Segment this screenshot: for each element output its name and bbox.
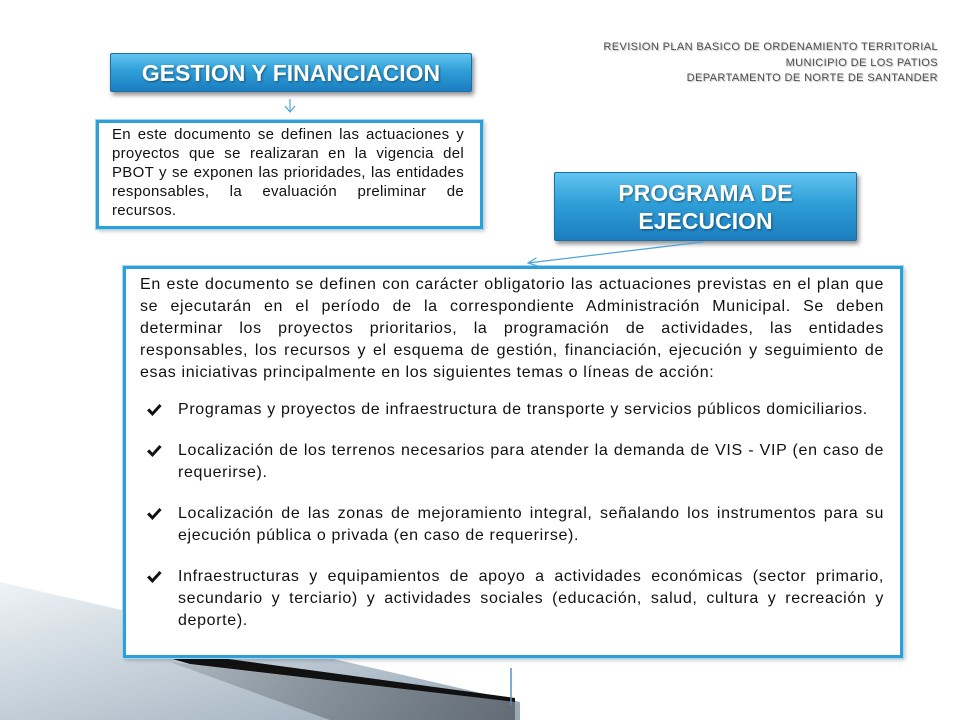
action-line-text: Localización de las zonas de mejoramiento integral, señalando los instrumentos para su ejecución pública o privada (en caso de requerirse). — [178, 505, 884, 544]
action-line-text: Localización de los terrenos necesarios para atender la demanda de VIS - VIP (en caso de requerirse). — [178, 442, 884, 481]
list-item — [140, 440, 884, 484]
list-item — [140, 399, 884, 421]
action-lines-list — [140, 399, 884, 632]
programa-title-box — [554, 172, 857, 241]
check-icon — [146, 569, 162, 585]
header-department: DEPARTAMENTO DE NORTE DE SANTANDER — [686, 72, 938, 84]
gestion-title: GESTION Y FINANCIACION — [141, 59, 441, 86]
programa-description: En este documento se definen con carácter obligatorio las actuaciones previstas en el plan que se ejecutarán en el período de la correspondiente Administración Municipal. Se deben determinar los proyectos prioritarios, la programación de actividades, las entidades responsables, los recursos y el esquema de gestión, financiación, ejecución y seguimiento de esas iniciativas principalmente en los siguientes temas o líneas de acción: — [140, 276, 884, 381]
action-line-text: Programas y proyectos de infraestructura de transporte y servicios públicos domiciliarios. — [178, 401, 868, 418]
list-item — [140, 566, 884, 632]
header-project-title: REVISION PLAN BASICO DE ORDENAMIENTO TERRITORIAL — [603, 41, 938, 53]
presentation-header — [603, 40, 938, 87]
programa-description-box — [123, 266, 903, 658]
check-icon — [146, 402, 162, 418]
programa-title: PROGRAMA DE EJECUCION — [618, 179, 793, 234]
check-icon — [146, 443, 162, 459]
gestion-description-box — [96, 120, 483, 229]
gestion-description: En este documento se definen las actuaciones y proyectos que se realizaran en la vigencia del PBOT y se exponen las prioridades, las entidades responsables, la evaluación preliminar de recursos. — [112, 126, 464, 219]
action-line-text: Infraestructuras y equipamientos de apoyo a actividades económicas (sector primario, secundario y terciario) y actividades sociales (educación, salud, cultura y recreación y deporte). — [178, 568, 884, 629]
header-municipality: MUNICIPIO DE LOS PATIOS — [785, 56, 938, 69]
gestion-title-box — [110, 53, 472, 92]
check-icon — [146, 506, 162, 522]
list-item — [140, 503, 884, 547]
